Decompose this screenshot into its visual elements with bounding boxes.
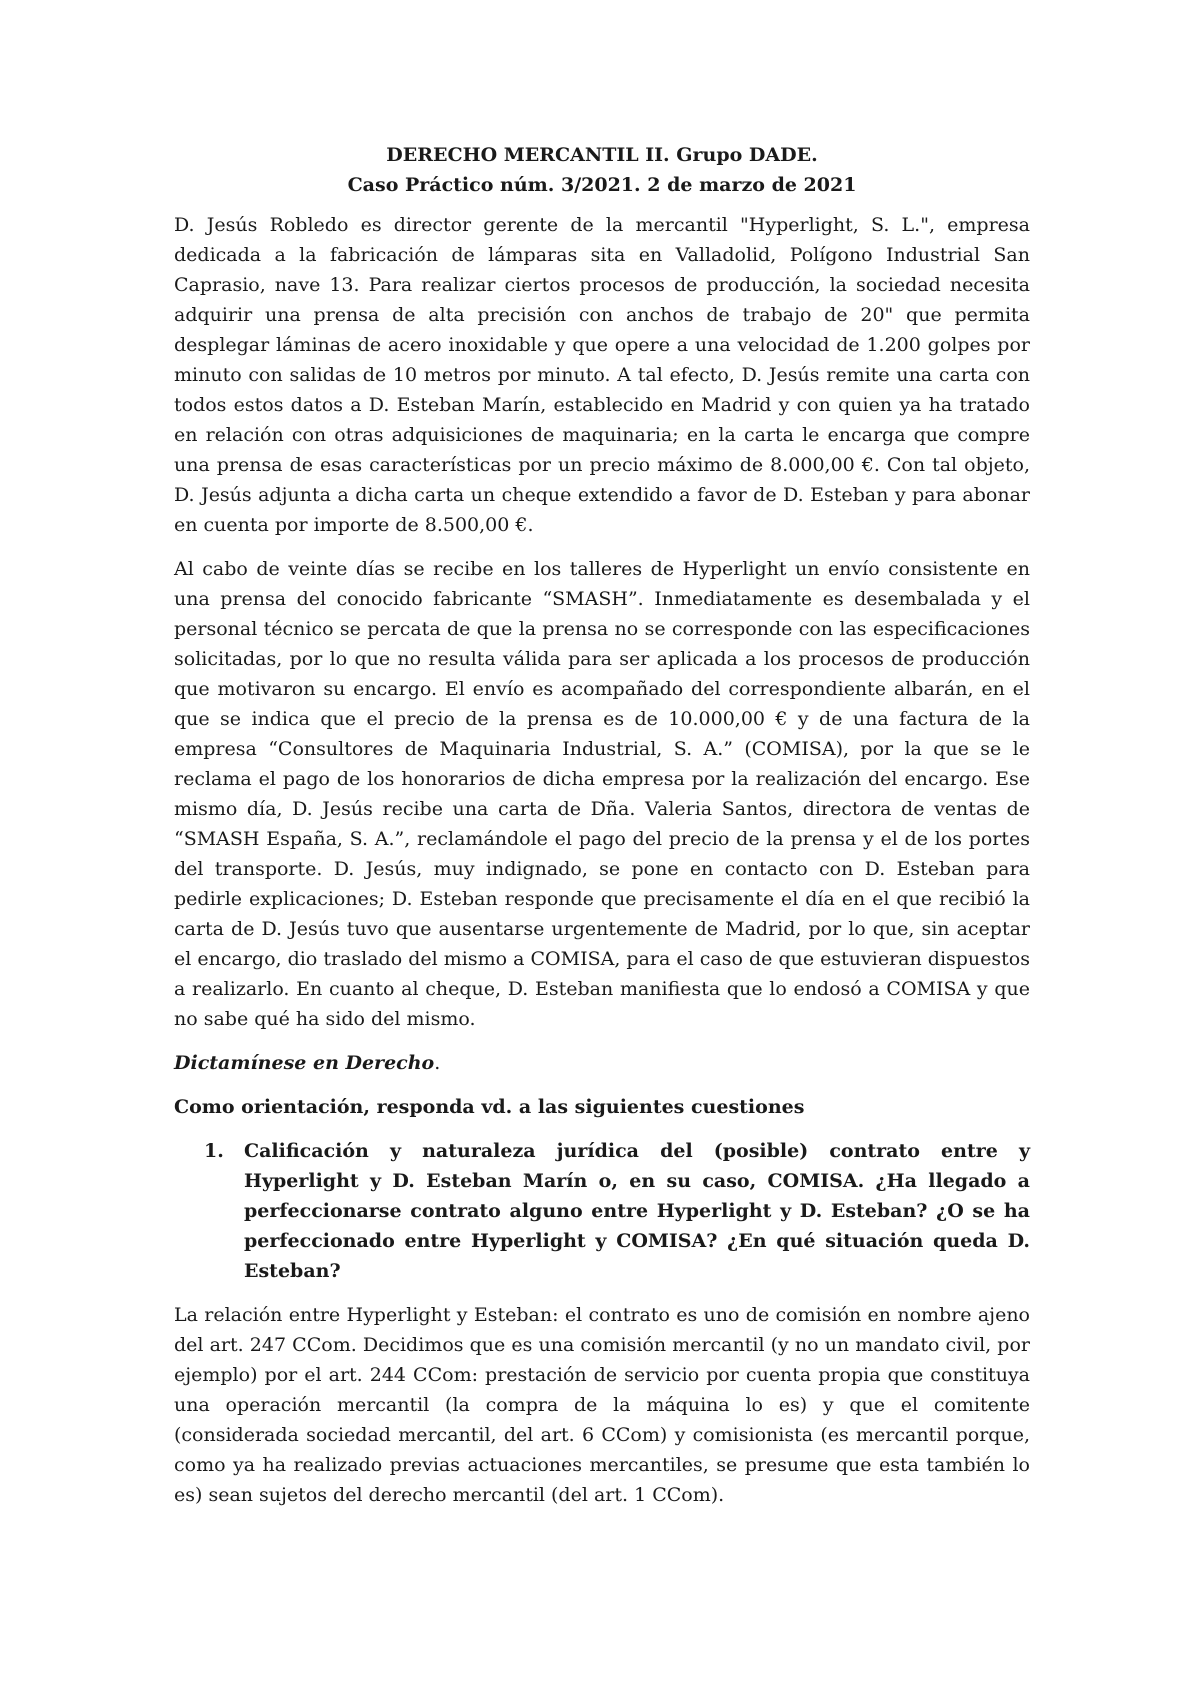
verdict-instruction [174, 1048, 1030, 1078]
answer-paragraph: La relación entre Hyperlight y Esteban: el contrato es uno de comisión en nombre ajeno del art. 247 CCom. Decidimos que es una comisión mercantil (y no un mandato civil, por ejemplo) por el art. 244 CCom: prestación de servicio por cuenta propia que constituya una operación mercantil (la compra de la máquina lo es) y que el comitente (considerada sociedad mercantil, del art. 6 CCom) y comisionista (es mercantil porque, como ya ha realizado previas actuaciones mercantiles, se presume que esta también lo es) sean sujetos del derecho mercantil (del art. 1 CCom). [174, 1304, 1030, 1506]
document-subtitle: Caso Práctico núm. 3/2021. 2 de marzo de 2021 [347, 174, 857, 196]
document-title: DERECHO MERCANTIL II. Grupo DADE. [386, 144, 818, 166]
case-paragraph-1: D. Jesús Robledo es director gerente de la mercantil "Hyperlight, S. L.", empresa dedicada a la fabricación de lámparas sita en Valladolid, Polígono Industrial San Caprasio, nave 13. Para realizar ciertos procesos de producción, la sociedad necesita adquirir una prensa de alta precisión con anchos de trabajo de 20" que permita desplegar láminas de acero inoxidable y que opere a una velocidad de 1.200 golpes por minuto con salidas de 10 metros por minuto. A tal efecto, D. Jesús remite una carta con todos estos datos a D. Esteban Marín, establecido en Madrid y con quien ya ha tratado en relación con otras adquisiciones de maquinaria; en la carta le encarga que compre una prensa de esas características por un precio máximo de 8.000,00 €. Con tal objeto, D. Jesús adjunta a dicha carta un cheque extendido a favor de D. Esteban y para abonar en cuenta por importe de 8.500,00 €. [174, 214, 1030, 536]
question-text: Calificación y naturaleza jurídica del (posible) contrato entre y Hyperlight y D. Esteban Marín o, en su caso, COMISA. ¿Ha llegado a perfeccionarse contrato alguno entre Hyperlight y D. Esteban? ¿O se ha perfeccionado entre Hyperlight y COMISA? ¿En qué situación queda D. Esteban? [244, 1140, 1030, 1282]
verdict-text: Dictamínese en Derecho [174, 1052, 435, 1074]
verdict-suffix: . [434, 1052, 441, 1074]
guidance-heading: Como orientación, responda vd. a las siguientes cuestiones [174, 1096, 805, 1118]
question-number: 1. [204, 1140, 224, 1162]
question-item [204, 1136, 1030, 1286]
document-header [174, 140, 1030, 200]
case-paragraph-2: Al cabo de veinte días se recibe en los talleres de Hyperlight un envío consistente en una prensa del conocido fabricante “SMASH”. Inmediatamente es desembalada y el personal técnico se percata de que la prensa no se corresponde con las especificaciones solicitadas, por lo que no resulta válida para ser aplicada a los procesos de producción que motivaron su encargo. El envío es acompañado del correspondiente albarán, en el que se indica que el precio de la prensa es de 10.000,00 € y de una factura de la empresa “Consultores de Maquinaria Industrial, S. A.” (COMISA), por la que se le reclama el pago de los honorarios de dicha empresa por la realización del encargo. Ese mismo día, D. Jesús recibe una carta de Dña. Valeria Santos, directora de ventas de “SMASH España, S. A.”, reclamándole el pago del precio de la prensa y el de los portes del transporte. D. Jesús, muy indignado, se pone en contacto con D. Esteban para pedirle explicaciones; D. Esteban responde que precisamente el día en el que recibió la carta de D. Jesús tuvo que ausentarse urgentemente de Madrid, por lo que, sin aceptar el encargo, dio traslado del mismo a COMISA, para el caso de que estuvieran dispuestos a realizarlo. En cuanto al cheque, D. Esteban manifiesta que lo endosó a COMISA y que no sabe qué ha sido del mismo. [174, 558, 1030, 1030]
document-page [174, 140, 1030, 1524]
